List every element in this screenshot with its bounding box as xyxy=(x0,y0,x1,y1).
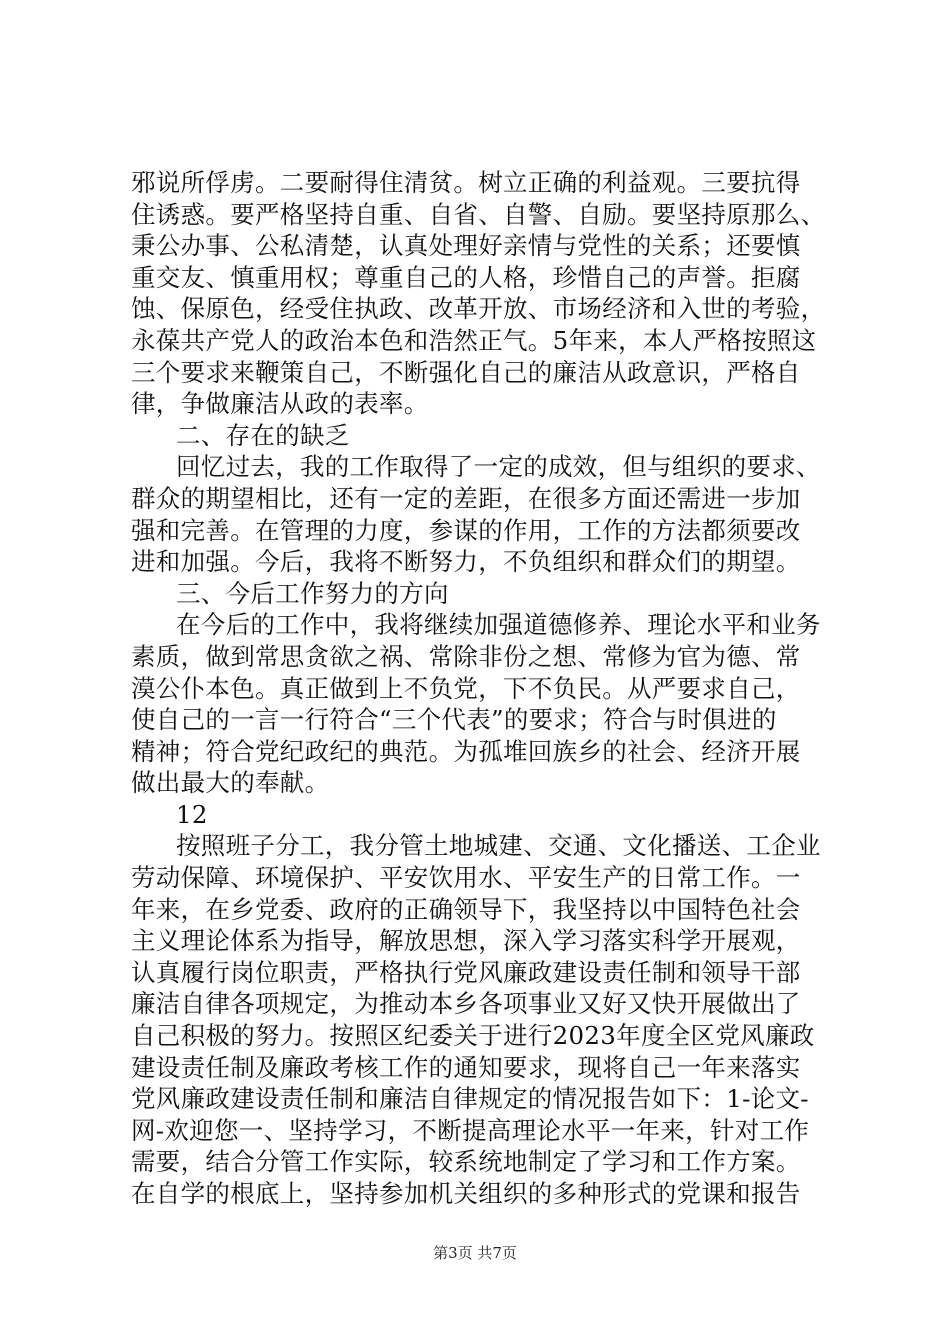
text-line: 三个要求来鞭策自己，不断强化自己的廉洁从政意识，严格自 xyxy=(131,357,801,387)
text-line: 住诱惑。要严格坚持自重、自省、自警、自励。要坚持原那么、 xyxy=(131,199,826,229)
text-line: 回忆过去，我的工作取得了一定的成效，但与组织的要求、 xyxy=(176,452,821,482)
text-line: 在今后的工作中，我将继续加强道德修养、理论水平和业务 xyxy=(176,610,821,640)
text-line: 党风廉政建设责任制和廉洁自律规定的情况报告如下：1-论文- xyxy=(131,1084,809,1114)
text-line: 永葆共产党人的政治本色和浩然正气。5年来，本人严格按照这 xyxy=(131,325,817,355)
text-line: 做出最大的奉献。 xyxy=(131,768,330,798)
page-footer: 第3页 共7页 xyxy=(433,1244,517,1262)
text-line: 精神；符合党纪政纪的典范。为孤堆回族乡的社会、经济开展 xyxy=(131,736,801,766)
section-number: 12 xyxy=(176,799,208,829)
text-line: 在自学的根底上，坚持参加机关组织的多种形式的党课和报告 xyxy=(131,1179,801,1208)
text-line: 强和完善。在管理的力度，参谋的作用，工作的方法都须要改 xyxy=(131,515,801,545)
text-line: 漠公仆本色。真正做到上不负党，下不负民。从严要求自己， xyxy=(131,673,801,703)
text-line: 素质，做到常思贪欲之祸、常除非份之想、常修为官为德、常 xyxy=(131,641,801,671)
text-line: 自己积极的努力。按照区纪委关于进行2023年度全区党风廉政 xyxy=(131,1021,815,1051)
text-line: 重交友、慎重用权；尊重自己的人格，珍惜自己的声誉。拒腐 xyxy=(131,262,801,292)
text-line: 建设责任制及廉政考核工作的通知要求，现将自己一年来落实 xyxy=(131,1052,801,1082)
text-line: 主义理论体系为指导，解放思想，深入学习落实科学开展观， xyxy=(131,926,801,956)
text-line: 按照班子分工，我分管土地城建、交通、文化播送、工企业 xyxy=(176,831,821,861)
text-line: 进和加强。今后，我将不断努力，不负组织和群众们的期望。 xyxy=(131,547,801,577)
text-line: 邪说所俘虏。二要耐得住清贫。树立正确的利益观。三要抗得 xyxy=(131,168,801,197)
section-heading: 二、存在的缺乏 xyxy=(176,420,350,450)
text-line: 廉洁自律各项规定，为推动本乡各项事业又好又快开展做出了 xyxy=(131,989,801,1019)
text-line: 劳动保障、环境保护、平安饮用水、平安生产的日常工作。一 xyxy=(131,863,801,893)
section-heading: 三、今后工作努力的方向 xyxy=(176,578,449,608)
text-line: 网-欢迎您一、坚持学习，不断提高理论水平一年来，针对工作 xyxy=(131,1115,810,1145)
text-line: 认真履行岗位职责，严格执行党风廉政建设责任制和领导干部 xyxy=(131,957,801,987)
body-text xyxy=(131,167,831,1210)
text-line: 需要，结合分管工作实际，较系统地制定了学习和工作方案。 xyxy=(131,1147,801,1177)
text-line: 蚀、保原色，经受住执政、改革开放、市场经济和入世的考验， xyxy=(131,294,826,324)
text-line: 年来，在乡党委、政府的正确领导下，我坚持以中国特色社会 xyxy=(131,894,801,924)
text-line: 群众的期望相比，还有一定的差距，在很多方面还需进一步加 xyxy=(131,483,801,513)
text-line: 使自己的一言一行符合“三个代表”的要求；符合与时俱进的 xyxy=(131,705,777,735)
text-line: 律，争做廉洁从政的表率。 xyxy=(131,389,429,419)
text-line: 秉公办事、公私清楚，认真处理好亲情与党性的关系；还要慎 xyxy=(131,231,801,261)
